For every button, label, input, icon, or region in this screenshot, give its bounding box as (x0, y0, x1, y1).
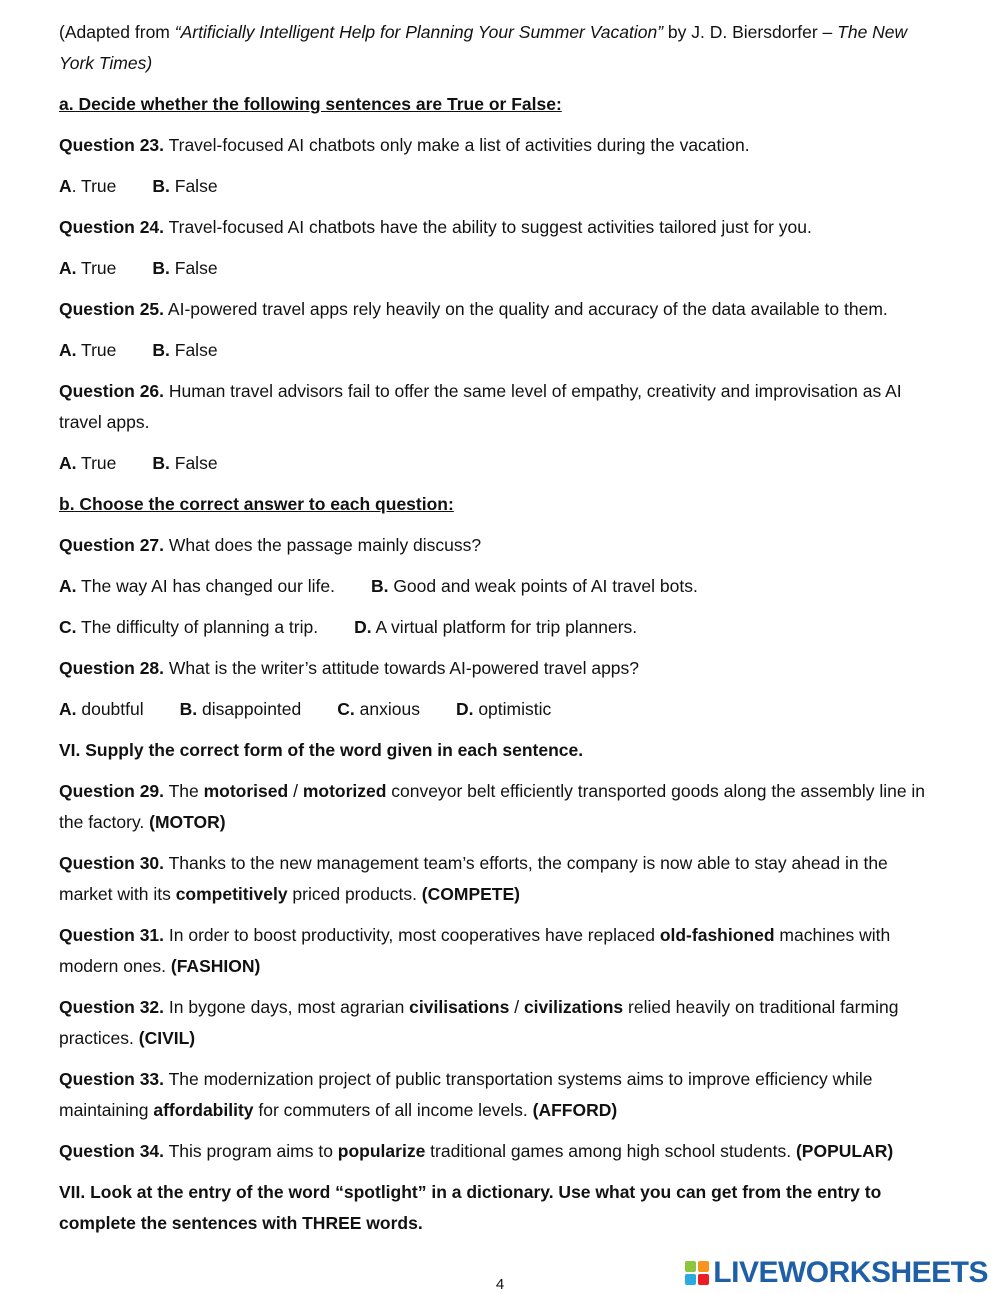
question-30: Question 30. Thanks to the new management team’s efforts, the company is now able to stay ahead in the market with its competitively priced products. (COMPETE) (59, 853, 888, 904)
question-33: Question 33. The modernization project of public transportation systems aims to improve efficiency while maintaining affordability for commuters of all income levels. (AFFORD) (59, 1069, 873, 1120)
option-d[interactable]: D. optimistic (455, 699, 552, 719)
page-number: 4 (495, 1276, 505, 1293)
root-word: (MOTOR) (149, 812, 226, 832)
question-25-options (59, 335, 939, 366)
answer-word: affordability (153, 1100, 254, 1120)
worksheet-page (59, 17, 939, 1239)
question-24: Question 24. Travel-focused AI chatbots have the ability to suggest activities tailored just for you. (59, 217, 812, 237)
citation-author: by J. D. Biersdorfer – (663, 22, 838, 42)
logo-text: LIVEWORKSHEETS (713, 1256, 988, 1289)
question-26-options (59, 448, 939, 479)
question-23: Question 23. Travel-focused AI chatbots only make a list of activities during the vacation. (59, 135, 750, 155)
answer-word: competitively (175, 884, 288, 904)
option-a[interactable]: A. doubtful (59, 699, 144, 719)
option-b[interactable]: B. False (152, 453, 218, 473)
question-27-options-row-1 (59, 571, 939, 602)
option-d[interactable]: D. A virtual platform for trip planners. (354, 617, 638, 637)
question-27: Question 27. What does the passage mainly discuss? (59, 535, 482, 555)
answer-word: old-fashioned (659, 925, 775, 945)
option-b[interactable]: B. False (152, 258, 218, 278)
liveworksheets-logo[interactable] (685, 1256, 988, 1290)
option-a[interactable]: A. True (59, 176, 117, 196)
question-28: Question 28. What is the writer’s attitude towards AI-powered travel apps? (59, 658, 640, 678)
option-b[interactable]: B. False (152, 340, 218, 360)
section-a-heading: a. Decide whether the following sentences are True or False: (59, 94, 562, 114)
answer-word: civilizations (523, 997, 624, 1017)
option-b[interactable]: B. Good and weak points of AI travel bots. (370, 576, 698, 596)
question-32: Question 32. In bygone days, most agrarian civilisations / civilizations relied heavily on traditional farming practices. (CIVIL) (59, 997, 899, 1048)
root-word: (AFFORD) (532, 1100, 618, 1120)
question-34: Question 34. This program aims to popularize traditional games among high school students. (POPULAR) (59, 1141, 894, 1161)
option-a[interactable]: A. True (59, 453, 117, 473)
option-b[interactable]: B. False (152, 176, 218, 196)
option-b[interactable]: B. disappointed (179, 699, 302, 719)
answer-word: motorized (302, 781, 387, 801)
citation-prefix: (Adapted from (59, 22, 175, 42)
root-word: (CIVIL) (138, 1028, 196, 1048)
root-word: (FASHION) (170, 956, 261, 976)
question-25: Question 25. AI-powered travel apps rely heavily on the quality and accuracy of the data available to them. (59, 299, 888, 319)
section-b-heading: b. Choose the correct answer to each question: (59, 494, 454, 514)
option-a[interactable]: A. True (59, 340, 117, 360)
option-a[interactable]: A. The way AI has changed our life. (59, 576, 335, 596)
root-word: (COMPETE) (421, 884, 520, 904)
option-c[interactable]: C. anxious (337, 699, 420, 719)
question-31: Question 31. In order to boost productivity, most cooperatives have replaced old-fashioned machines with modern ones. (FASHION) (59, 925, 891, 976)
source-citation (59, 17, 939, 79)
answer-word: motorised (203, 781, 289, 801)
section-vi-heading: VI. Supply the correct form of the word given in each sentence. (59, 740, 584, 760)
root-word: (POPULAR) (795, 1141, 894, 1161)
answer-word: popularize (337, 1141, 426, 1161)
option-a[interactable]: A. True (59, 258, 117, 278)
section-vii-heading: VII. Look at the entry of the word “spotlight” in a dictionary. Use what you can get from the entry to complete the sentences with THREE words. (59, 1182, 882, 1233)
question-27-options-row-2 (59, 612, 939, 643)
question-28-options (59, 694, 939, 725)
answer-word: civilisations (409, 997, 510, 1017)
question-24-options (59, 253, 939, 284)
logo-grid-icon (685, 1261, 709, 1285)
option-c[interactable]: C. The difficulty of planning a trip. (59, 617, 319, 637)
question-23-options (59, 171, 939, 202)
question-26: Question 26. Human travel advisors fail to offer the same level of empathy, creativity and improvisation as AI travel apps. (59, 381, 902, 432)
publication-name: The New York Times) (59, 22, 908, 73)
question-29: Question 29. The motorised / motorized conveyor belt efficiently transported goods along the assembly line in the factory. (MOTOR) (59, 781, 926, 832)
article-title: “Artificially Intelligent Help for Planning Your Summer Vacation” (174, 22, 664, 42)
